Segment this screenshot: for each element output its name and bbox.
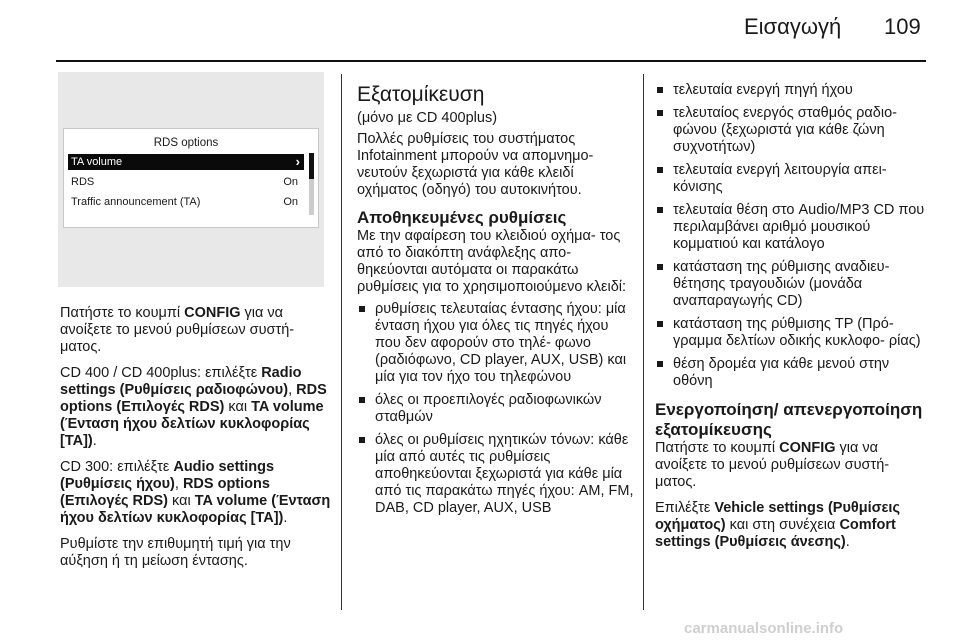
column-3	[655, 82, 930, 560]
list-item	[655, 82, 930, 99]
bold-term: RDS options (Επιλογές RDS)	[60, 382, 327, 415]
menu-row-label: Traffic announcement (TA)	[71, 196, 201, 208]
list-item-text: κατάσταση της ρύθμισης TP (Πρό- γραμμα δελτίων οδικής κυκλοφο- ρίας)	[673, 316, 921, 349]
paragraph: Πολλές ρυθμίσεις του συστήματος Infotainment μπορούν να απομνημο- νευτούν ξεχωριστά για κάθε κλειδί οχήματος (οδηγό) του αυτοκινήτου.	[357, 131, 594, 198]
menu-row-traffic-announcement	[68, 194, 304, 210]
list-item-text: κατάσταση της ρύθμισης αναδιευ- θέτησης τραγουδιών (μονάδα αναπαραγωγής CD)	[673, 259, 890, 309]
menu-row-label: TA volume	[71, 156, 123, 168]
scrollbar-thumb	[309, 153, 314, 179]
watermark: carmanualsonline.info	[684, 620, 844, 637]
header-rule	[56, 60, 926, 62]
square-bullet-icon	[657, 167, 663, 173]
column-2	[357, 82, 635, 523]
paragraph	[655, 440, 930, 491]
bold-term: CONFIG	[779, 440, 836, 456]
rds-options-figure	[58, 72, 324, 287]
list-item	[655, 259, 930, 310]
paragraph: Ρυθμίστε την επιθυμητή τιμή για την αύξηση ή τη μείωση έντασης.	[60, 536, 291, 569]
bold-term: TA volume (Ένταση ήχου δελτίων κυκλοφορίας [TA])	[60, 399, 324, 449]
text: για να ανοίξετε το μενού ρυθμίσεων συστή- ματος.	[655, 440, 890, 490]
list-item	[655, 316, 930, 350]
paragraph	[60, 365, 332, 450]
list-item-text: τελευταία θέση στο Audio/MP3 CD που περιλαμβάνει αριθμό μουσικού κομματιού και κατάλογο	[673, 202, 925, 252]
list-item-text: θέση δρομέα για κάθε μενού στην οθόνη	[673, 356, 890, 389]
list-item	[655, 162, 930, 196]
running-header-title: Εισαγωγή	[744, 14, 842, 39]
bullet-list	[655, 82, 930, 390]
column-1	[60, 305, 332, 579]
text: και στη συνέχεια	[725, 517, 840, 533]
list-item-text: όλες οι ρυθμίσεις ηχητικών τόνων: κάθε μία από αυτές τις ρυθμίσεις αποθηκεύονται ξεχωριστά για κάθε μία από τις παρακάτω πηγές ήχου: AM, FM, DAB, CD player, AUX, USB	[375, 432, 634, 516]
text: .	[92, 433, 97, 449]
text: Πατήστε το κουμπί	[60, 305, 185, 321]
list-item-text: τελευταία ενεργή λειτουργία απει- κόνισης	[673, 162, 887, 195]
square-bullet-icon	[359, 437, 365, 443]
text: .	[845, 534, 850, 550]
square-bullet-icon	[657, 87, 663, 93]
list-item	[357, 392, 635, 426]
text: ,	[288, 382, 297, 398]
menu-row-ta-volume	[68, 154, 304, 170]
square-bullet-icon	[657, 321, 663, 327]
square-bullet-icon	[657, 264, 663, 270]
menu-row-value: On	[283, 196, 298, 208]
text: και	[168, 493, 195, 509]
list-item-text: τελευταίος ενεργός σταθμός ραδιο- φώνου (ξεχωριστά για κάθε ζώνη συχνοτήτων)	[673, 105, 897, 155]
list-item	[655, 202, 930, 253]
availability-note: (μόνο με CD 400plus)	[357, 110, 498, 126]
square-bullet-icon	[657, 361, 663, 367]
square-bullet-icon	[359, 397, 365, 403]
bold-term: TA volume (Ένταση ήχου δελτίων κυκλοφορίας [TA])	[60, 493, 331, 526]
text: Επιλέξτε	[655, 500, 715, 516]
list-item-text: τελευταία ενεργή πηγή ήχου	[673, 82, 853, 98]
list-item-text: όλες οι προεπιλογές ραδιοφωνικών σταθμών	[375, 392, 602, 425]
text: και	[224, 399, 252, 415]
bold-term: Audio settings (Ρυθμίσεις ήχου)	[60, 459, 275, 492]
list-item	[655, 105, 930, 156]
menu-row-value: On	[283, 176, 298, 188]
subsection-heading: Αποθηκευμένες ρυθμίσεις	[357, 208, 567, 227]
bold-term: Radio settings (Ρυθμίσεις ραδιοφώνου)	[60, 365, 302, 398]
column-divider	[643, 74, 644, 610]
paragraph	[60, 459, 332, 527]
scrollbar	[309, 153, 314, 215]
paragraph: Με την αφαίρεση του κλειδιού οχήμα- τος από το διακόπτη ανάφλεξης απο- θηκεύονται αυτόματα οι παρακάτω ρυθμίσεις για το χρησιμοποιούμενο κλειδί:	[357, 228, 627, 295]
section-heading: Εξατομίκευση	[357, 83, 485, 106]
column-divider	[341, 74, 342, 610]
bullet-list	[357, 301, 635, 517]
text: CD 400 / CD 400plus: επιλέξτε	[60, 365, 262, 381]
list-item-text: ρυθμίσεις τελευταίας έντασης ήχου: μία ένταση ήχου για όλες τις πηγές ήχου που δεν αφορούν στο τηλέ- φωνο (ραδιόφωνο, CD player, AUX, USB) και μία για τον ήχο του τηλεφώνου	[375, 301, 627, 385]
display-screen	[63, 128, 319, 228]
list-item	[357, 432, 635, 517]
square-bullet-icon	[657, 110, 663, 116]
text: CD 300: επιλέξτε	[60, 459, 174, 475]
paragraph	[655, 500, 930, 551]
square-bullet-icon	[359, 306, 365, 312]
text: Πατήστε το κουμπί	[655, 440, 780, 456]
menu-row-label: RDS	[71, 176, 95, 188]
bold-term: Vehicle settings (Ρυθμίσεις οχήματος)	[655, 500, 901, 533]
text: ,	[174, 476, 183, 492]
chevron-right-icon: ›	[295, 154, 300, 169]
screen-title: RDS options	[153, 137, 219, 149]
page-number: 109	[884, 14, 921, 39]
square-bullet-icon	[657, 207, 663, 213]
text: για να ανοίξετε το μενού ρυθμίσεων συστή- ματος.	[60, 305, 295, 355]
menu-row-rds	[68, 174, 304, 190]
bold-term: RDS options (Επιλογές RDS)	[60, 476, 270, 509]
bold-term: Comfort settings (Ρυθμίσεις άνεσης)	[655, 517, 896, 550]
list-item	[655, 356, 930, 390]
list-item	[357, 301, 635, 386]
paragraph	[60, 305, 332, 356]
text: .	[283, 510, 288, 526]
subsection-heading: Ενεργοποίηση/ απενεργοποίηση εξατομίκευσης	[655, 400, 923, 439]
bold-term: CONFIG	[184, 305, 241, 321]
